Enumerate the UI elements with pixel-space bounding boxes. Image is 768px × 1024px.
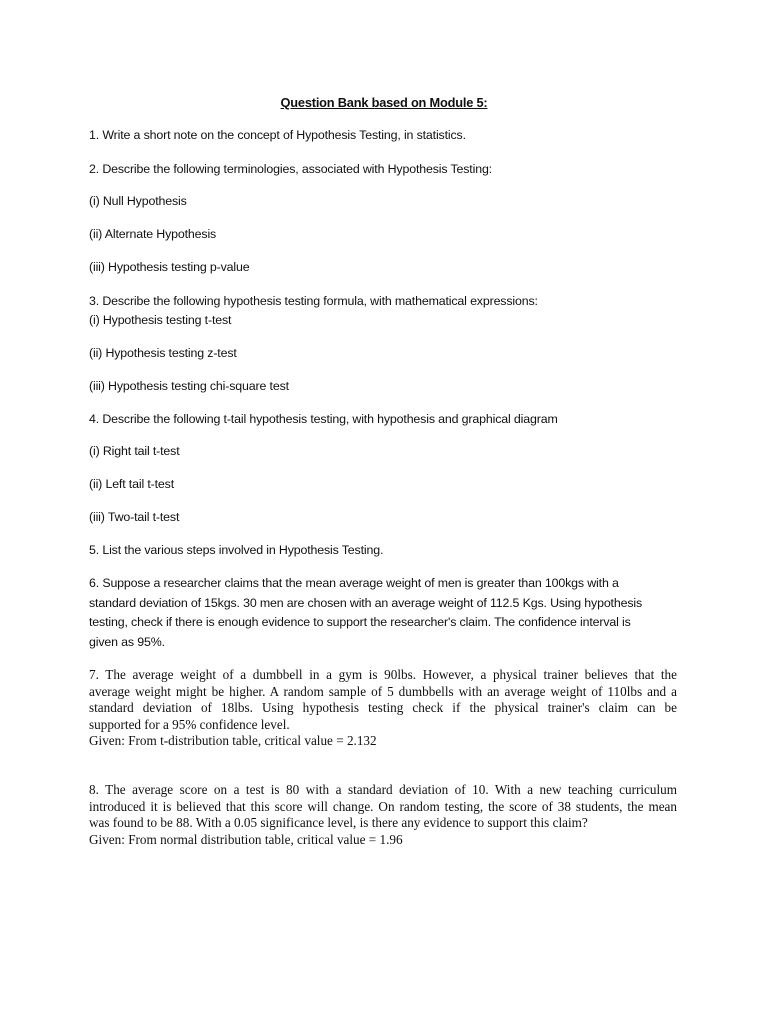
question-3-item: (iii) Hypothesis testing chi-square test — [89, 379, 289, 393]
question-7 — [89, 667, 677, 750]
question-2-item: (i) Null Hypothesis — [89, 194, 187, 208]
question-3: 3. Describe the following hypothesis testing formula, with mathematical expressions: — [89, 294, 538, 308]
question-6-line: 6. Suppose a researcher claims that the mean average weight of men is greater than 100kgs with a — [89, 576, 619, 590]
question-4-item: (i) Right tail t-test — [89, 444, 180, 458]
question-7-line: standard deviation of 18lbs. Using hypothesis testing check if the physical trainer's claim can be — [89, 700, 677, 716]
question-4: 4. Describe the following t-tail hypothesis testing, with hypothesis and graphical diagram — [89, 412, 558, 426]
question-6-line: given as 95%. — [89, 635, 165, 650]
question-6-line: standard deviation of 15kgs. 30 men are chosen with an average weight of 112.5 Kgs. Using hypothesis — [89, 595, 643, 610]
question-8-given: Given: From normal distribution table, critical value = 1.96 — [89, 831, 403, 847]
question-6 — [89, 574, 679, 653]
question-8 — [89, 782, 677, 848]
question-2-item: (iii) Hypothesis testing p-value — [89, 260, 250, 274]
question-4-item: (iii) Two-tail t-test — [89, 510, 180, 524]
question-4-item: (ii) Left tail t-test — [89, 477, 174, 491]
question-7-line: 7. The average weight of a dumbbell in a gym is 90lbs. However, a physical trainer believes that the — [89, 667, 677, 682]
question-7-line: average weight might be higher. A random sample of 5 dumbbells with an average weight of 110lbs and a — [89, 683, 677, 699]
question-7-line: supported for a 95% confidence level. — [89, 716, 290, 732]
question-3-item: (i) Hypothesis testing t-test — [89, 313, 232, 327]
document-title: Question Bank based on Module 5: — [280, 95, 488, 110]
question-7-given: Given: From t-distribution table, critical value = 2.132 — [89, 733, 377, 749]
question-5: 5. List the various steps involved in Hypothesis Testing. — [89, 543, 384, 557]
question-1: 1. Write a short note on the concept of Hypothesis Testing, in statistics. — [89, 128, 466, 142]
question-8-line: introduced it is believed that this score will change. On random testing, the score of 38 students, the mean — [89, 798, 677, 814]
question-6-line: testing, check if there is enough evidence to support the researcher's claim. The confidence interval is — [89, 615, 631, 630]
question-2-item: (ii) Alternate Hypothesis — [89, 227, 217, 241]
question-8-line: 8. The average score on a test is 80 with a standard deviation of 10. With a new teaching curriculum — [89, 782, 677, 797]
question-8-line: was found to be 88. With a 0.05 significance level, is there any evidence to support this claim? — [89, 815, 588, 831]
question-2: 2. Describe the following terminologies, associated with Hypothesis Testing: — [89, 162, 492, 176]
question-3-item: (ii) Hypothesis testing z-test — [89, 346, 237, 360]
